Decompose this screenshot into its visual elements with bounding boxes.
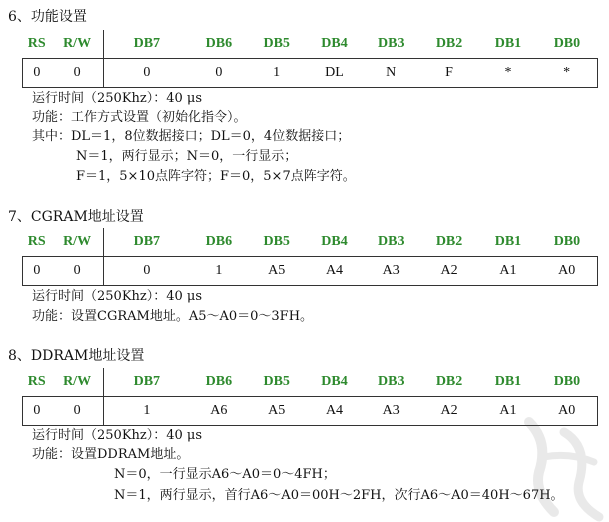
col-db7: DB7 bbox=[133, 374, 161, 389]
col-db2: DB2 bbox=[435, 234, 463, 249]
col-db6: DB6 bbox=[205, 374, 233, 389]
section-6-line: F＝1，5×10点阵字符；F＝0，5×7点阵字符。 bbox=[76, 169, 356, 184]
cell-db2: F bbox=[419, 59, 480, 88]
cell-db3: N bbox=[364, 59, 419, 88]
section-8-line: N＝0，一行显示A6～A0＝0～4FH； bbox=[114, 467, 336, 482]
col-db0: DB0 bbox=[553, 234, 581, 249]
cell-rw: 0 bbox=[51, 59, 104, 88]
section-8-line: 运行时间（250Khz）：40 μs bbox=[32, 428, 203, 443]
cell-rw: 0 bbox=[51, 397, 104, 426]
section-6-line: 功能：工作方式设置（初始化指令）。 bbox=[32, 110, 247, 125]
col-db0: DB0 bbox=[553, 374, 581, 389]
cell-rs: 0 bbox=[23, 257, 51, 286]
col-db4: DB4 bbox=[321, 234, 348, 249]
cell-db3: A3 bbox=[364, 397, 419, 426]
cell-db4: A4 bbox=[305, 397, 364, 426]
section-8-line: 功能：设置DDRAM地址。 bbox=[32, 447, 190, 462]
section-8-line: N＝1，两行显示，首行A6～A0＝00H～2FH，次行A6～A0＝40H～67H。 bbox=[114, 488, 564, 503]
cell-db6: 0 bbox=[189, 59, 248, 88]
col-db4: DB4 bbox=[321, 36, 348, 51]
cell-db5: A5 bbox=[248, 397, 305, 426]
col-db6: DB6 bbox=[205, 234, 233, 249]
col-db3: DB3 bbox=[378, 234, 405, 249]
watermark-brush-icon bbox=[509, 412, 609, 522]
cell-db1: A1 bbox=[480, 257, 537, 286]
cell-db2: A2 bbox=[419, 397, 480, 426]
col-db6: DB6 bbox=[205, 36, 233, 51]
cell-rs: 0 bbox=[23, 59, 51, 88]
cell-db5: 1 bbox=[248, 59, 305, 88]
col-rw: R/W bbox=[51, 368, 104, 397]
cell-db1: * bbox=[480, 59, 537, 88]
cell-db0: A0 bbox=[536, 397, 597, 426]
col-rs: RS bbox=[27, 374, 46, 389]
col-db5: DB5 bbox=[263, 234, 290, 249]
col-db7: DB7 bbox=[133, 234, 161, 249]
col-db1: DB1 bbox=[494, 234, 522, 249]
section-7-line: 功能：设置CGRAM地址。A5～A0＝0～3FH。 bbox=[32, 309, 314, 324]
cell-db6: 1 bbox=[189, 257, 248, 286]
section-7-title: 7、CGRAM地址设置 bbox=[8, 209, 144, 225]
cell-db4: DL bbox=[305, 59, 364, 88]
section-6-line: N＝1，两行显示；N＝0，一行显示； bbox=[76, 149, 298, 164]
col-db4: DB4 bbox=[321, 374, 348, 389]
col-db3: DB3 bbox=[378, 36, 405, 51]
col-db1: DB1 bbox=[494, 36, 522, 51]
cell-db1: A1 bbox=[480, 397, 537, 426]
cell-db2: A2 bbox=[419, 257, 480, 286]
cell-db7: 0 bbox=[104, 59, 190, 88]
col-rs: RS bbox=[27, 234, 46, 249]
col-rs: RS bbox=[27, 36, 46, 51]
cell-rs: 0 bbox=[23, 397, 51, 426]
cell-rw: 0 bbox=[51, 257, 104, 286]
cell-db0: * bbox=[536, 59, 597, 88]
col-db2: DB2 bbox=[435, 36, 463, 51]
cell-db7: 0 bbox=[104, 257, 190, 286]
section-6-line: 运行时间（250Khz）：40 μs bbox=[32, 91, 203, 106]
col-db2: DB2 bbox=[435, 374, 463, 389]
col-rw: R/W bbox=[51, 30, 104, 59]
col-db5: DB5 bbox=[263, 36, 290, 51]
col-rw: R/W bbox=[51, 228, 104, 257]
col-db7: DB7 bbox=[133, 36, 161, 51]
section-7-table bbox=[22, 228, 598, 286]
cell-db0: A0 bbox=[536, 257, 597, 286]
section-6-title: 6、功能设置 bbox=[8, 9, 87, 25]
cell-db6: A6 bbox=[189, 397, 248, 426]
cell-db5: A5 bbox=[248, 257, 305, 286]
cell-db3: A3 bbox=[364, 257, 419, 286]
col-db3: DB3 bbox=[378, 374, 405, 389]
cell-db4: A4 bbox=[305, 257, 364, 286]
section-7-line: 运行时间（250Khz）：40 μs bbox=[32, 289, 203, 304]
section-6-table bbox=[22, 30, 598, 88]
section-8-title: 8、DDRAM地址设置 bbox=[8, 348, 145, 364]
col-db0: DB0 bbox=[553, 36, 581, 51]
cell-db7: 1 bbox=[104, 397, 190, 426]
col-db1: DB1 bbox=[494, 374, 522, 389]
section-6-line: 其中：DL＝1，8位数据接口；DL＝0，4位数据接口； bbox=[32, 129, 351, 144]
col-db5: DB5 bbox=[263, 374, 290, 389]
